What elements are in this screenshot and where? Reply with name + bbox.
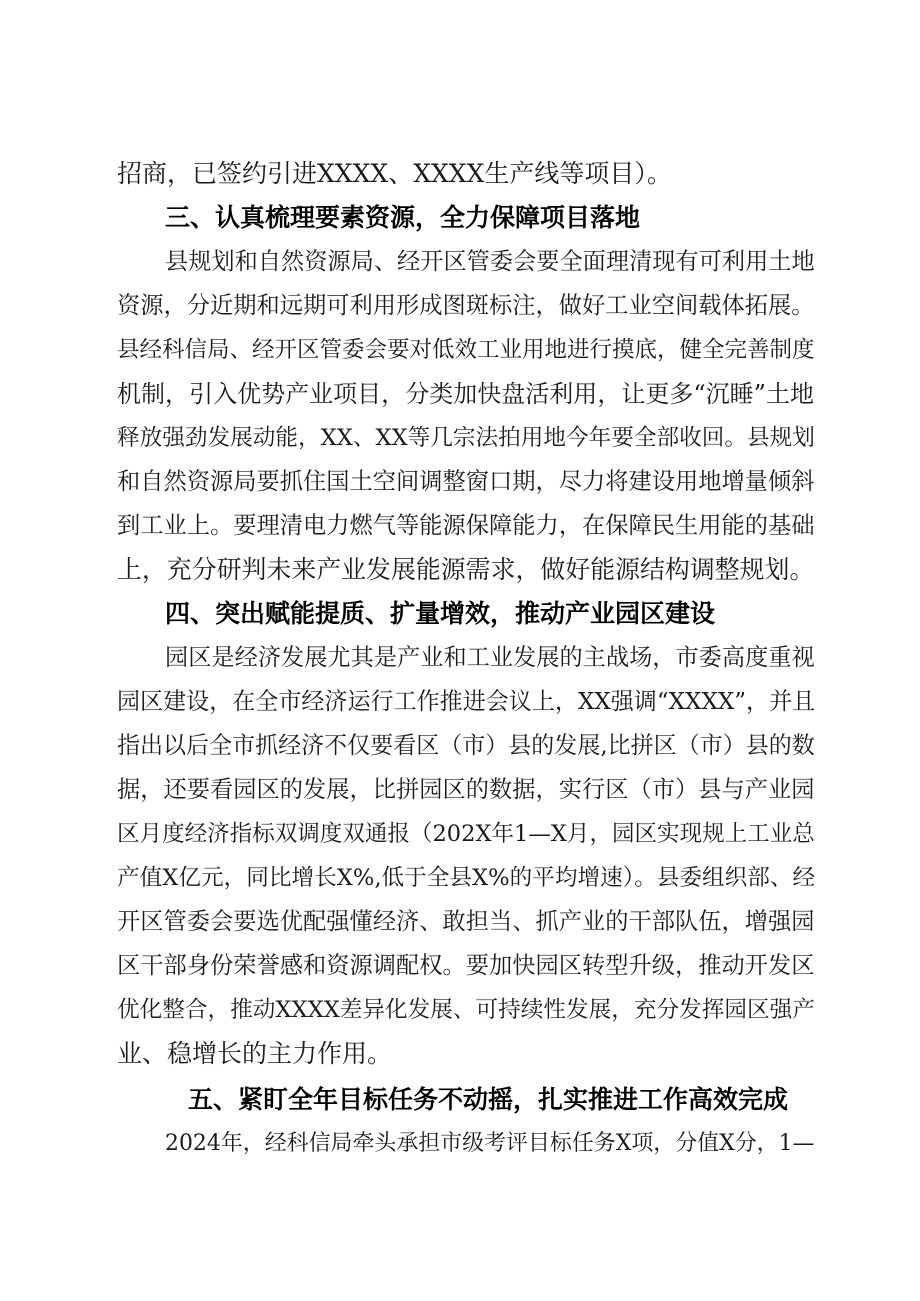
paragraph-line: 优化整合，推动XXXX差异化发展、可持续性发展，充分发挥园区强产 (117, 997, 815, 1023)
paragraph-line: 和自然资源局要抓住国土空间调整窗口期，尽力将建设用地增量倾斜 (117, 468, 815, 495)
paragraph-line: 据，还要看园区的发展，比拼园区的数据，实行区（市）县与产业园 (117, 776, 815, 803)
paragraph-line: 业、稳增长的主力作用。 (117, 1039, 393, 1068)
paragraph-line: 机制，引入优势产业项目，分类加快盘活利用，让更多“沉睡”土地 (117, 380, 814, 408)
paragraph-line: 产值X亿元，同比增长X%,低于全县X%的平均增速）。县委组织部、经 (117, 865, 816, 891)
section-heading-3: 三、认真梳理要素资源，全力保障项目落地 (165, 203, 641, 232)
paragraph-line: 县经科信局、经开区管委会要对低效工业用地进行摸底，健全完善制度 (117, 337, 815, 363)
paragraph-line: 上，充分研判未来产业发展能源需求，做好能源结构调整规划。 (117, 555, 815, 584)
paragraph-line: 园区建设，在全市经济运行工作推进会议上，XX强调“XXXX”，并且 (117, 689, 816, 715)
paragraph-line: 释放强劲发展动能，XX、XX等几宗法拍用地今年要全部收回。县规划 (117, 425, 815, 451)
paragraph-line: 区干部身份荣誉感和资源调配权。要加快园区转型升级，推动开发区 (117, 952, 815, 979)
section-heading-5: 五、紧盯全年目标任务不动摇，扎实推进工作高效完成 (188, 1085, 789, 1114)
paragraph-line: 资源，分近期和远期可利用形成图斑标注，做好工业空间载体拓展。 (117, 292, 815, 319)
paragraph-line: 园区是经济发展尤其是产业和工业发展的主战场，市委高度重视 (165, 644, 815, 671)
paragraph-line: 到工业上。要理清电力燃气等能源保障能力，在保障民生用能的基础 (117, 512, 815, 539)
paragraph-line: 开区管委会要选优配强懂经济、敢担当、抓产业的干部队伍，增强园 (117, 908, 815, 935)
paragraph-line: 县规划和自然资源局、经开区管委会要全面理清现有可利用土地 (165, 248, 815, 275)
section-heading-4: 四、突出赋能提质、扩量增效，推动产业园区建设 (165, 599, 716, 628)
paragraph-line: 区月度经济指标双调度双通报（202X年1—X月，园区实现规上工业总 (117, 821, 815, 847)
paragraph-line: 招商，已签约引进XXXX、XXXX生产线等项目）。 (117, 159, 672, 188)
paragraph-line: 指出以后全市抓经济不仅要看区（市）县的发展,比拼区（市）县的数 (117, 733, 815, 759)
paragraph-line: 2024年，经科信局牵头承担市级考评目标任务X项，分值X分，1— (165, 1131, 815, 1156)
